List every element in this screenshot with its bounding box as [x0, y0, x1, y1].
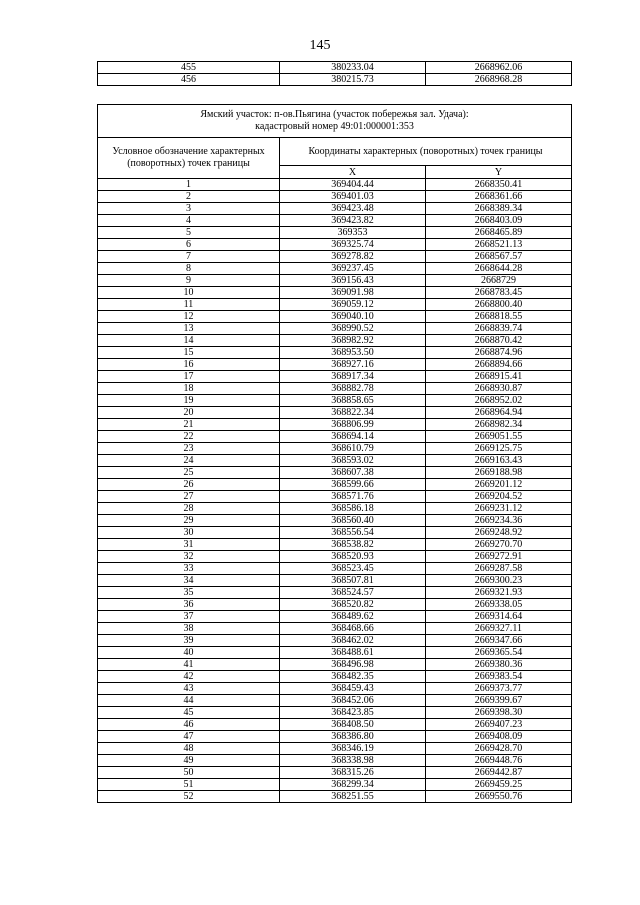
- point-number-cell: 44: [98, 695, 280, 707]
- point-number-cell: 40: [98, 647, 280, 659]
- table-row: [98, 563, 572, 575]
- x-coordinate-cell: 368917.34: [280, 371, 426, 383]
- table-row: [98, 467, 572, 479]
- y-coordinate-cell: 2668818.55: [426, 311, 572, 323]
- point-number-cell: 4: [98, 215, 280, 227]
- x-coordinate-cell: 368607.38: [280, 467, 426, 479]
- point-number-cell: 39: [98, 635, 280, 647]
- point-number-cell: 8: [98, 263, 280, 275]
- x-coordinate-cell: 368982.92: [280, 335, 426, 347]
- point-number-cell: 19: [98, 395, 280, 407]
- y-coordinate-cell: 2669459.25: [426, 779, 572, 791]
- point-number-cell: 13: [98, 323, 280, 335]
- x-coordinate-cell: 369278.82: [280, 251, 426, 263]
- x-coordinate-cell: 369325.74: [280, 239, 426, 251]
- x-coordinate-cell: 368489.62: [280, 611, 426, 623]
- y-coordinate-cell: 2669231.12: [426, 503, 572, 515]
- point-number-cell: 5: [98, 227, 280, 239]
- y-coordinate-cell: 2668982.34: [426, 419, 572, 431]
- y-coordinate-cell: 2669201.12: [426, 479, 572, 491]
- continuation-table: [97, 61, 572, 86]
- table-row: [98, 659, 572, 671]
- point-number-cell: 31: [98, 539, 280, 551]
- header-y: Y: [426, 166, 572, 179]
- y-coordinate-cell: 2668644.28: [426, 263, 572, 275]
- x-coordinate-cell: 380215.73: [280, 74, 426, 86]
- point-number-cell: 42: [98, 671, 280, 683]
- y-coordinate-cell: 2668389.34: [426, 203, 572, 215]
- point-number-cell: 456: [98, 74, 280, 86]
- point-number-cell: 10: [98, 287, 280, 299]
- point-number-cell: 32: [98, 551, 280, 563]
- point-number-cell: 48: [98, 743, 280, 755]
- table-row: [98, 539, 572, 551]
- y-coordinate-cell: 2669550.76: [426, 791, 572, 803]
- y-coordinate-cell: 2669408.09: [426, 731, 572, 743]
- y-coordinate-cell: 2669380.36: [426, 659, 572, 671]
- x-coordinate-cell: 368488.61: [280, 647, 426, 659]
- x-coordinate-cell: 368507.81: [280, 575, 426, 587]
- point-number-cell: 20: [98, 407, 280, 419]
- point-number-cell: 37: [98, 611, 280, 623]
- point-number-cell: 33: [98, 563, 280, 575]
- x-coordinate-cell: 368593.02: [280, 455, 426, 467]
- table-row: [98, 347, 572, 359]
- table-row: [98, 767, 572, 779]
- table-row: [98, 683, 572, 695]
- x-coordinate-cell: 368953.50: [280, 347, 426, 359]
- table-row: [98, 275, 572, 287]
- point-number-cell: 34: [98, 575, 280, 587]
- x-coordinate-cell: 368338.98: [280, 755, 426, 767]
- table-row: [98, 371, 572, 383]
- continuation-table-body: [98, 62, 572, 86]
- y-coordinate-cell: 2668403.09: [426, 215, 572, 227]
- y-coordinate-cell: 2668361.66: [426, 191, 572, 203]
- table-row: [98, 311, 572, 323]
- point-number-cell: 52: [98, 791, 280, 803]
- table-row: [98, 227, 572, 239]
- y-coordinate-cell: 2668783.45: [426, 287, 572, 299]
- x-coordinate-cell: 368599.66: [280, 479, 426, 491]
- point-number-cell: 9: [98, 275, 280, 287]
- x-coordinate-cell: 368423.85: [280, 707, 426, 719]
- table-row: [98, 515, 572, 527]
- table-row: [98, 707, 572, 719]
- table-row: [98, 323, 572, 335]
- point-number-cell: 17: [98, 371, 280, 383]
- x-coordinate-cell: 368610.79: [280, 443, 426, 455]
- point-number-cell: 1: [98, 179, 280, 191]
- y-coordinate-cell: 2668874.96: [426, 347, 572, 359]
- point-number-cell: 50: [98, 767, 280, 779]
- y-coordinate-cell: 2668962.06: [426, 62, 572, 74]
- section-title-line1: Ямский участок: п-ов.Пьягина (участок побережья зал. Удача):: [200, 109, 469, 120]
- x-coordinate-cell: 368806.99: [280, 419, 426, 431]
- point-number-cell: 15: [98, 347, 280, 359]
- point-number-cell: 28: [98, 503, 280, 515]
- point-number-cell: 46: [98, 719, 280, 731]
- x-coordinate-cell: 368299.34: [280, 779, 426, 791]
- y-coordinate-cell: 2668567.57: [426, 251, 572, 263]
- y-coordinate-cell: 2669204.52: [426, 491, 572, 503]
- y-coordinate-cell: 2669234.36: [426, 515, 572, 527]
- y-coordinate-cell: 2668465.89: [426, 227, 572, 239]
- x-coordinate-cell: 368452.06: [280, 695, 426, 707]
- x-coordinate-cell: 368556.54: [280, 527, 426, 539]
- y-coordinate-cell: 2668915.41: [426, 371, 572, 383]
- x-coordinate-cell: 368482.35: [280, 671, 426, 683]
- point-number-cell: 41: [98, 659, 280, 671]
- point-number-cell: 3: [98, 203, 280, 215]
- table-row: [98, 731, 572, 743]
- x-coordinate-cell: 368571.76: [280, 491, 426, 503]
- table-row: [98, 203, 572, 215]
- point-number-cell: 18: [98, 383, 280, 395]
- table-row: [98, 755, 572, 767]
- y-coordinate-cell: 2668839.74: [426, 323, 572, 335]
- table-row: [98, 479, 572, 491]
- coordinates-table-body: [98, 179, 572, 803]
- x-coordinate-cell: 368927.16: [280, 359, 426, 371]
- point-number-cell: 23: [98, 443, 280, 455]
- point-number-cell: 36: [98, 599, 280, 611]
- y-coordinate-cell: 2669321.93: [426, 587, 572, 599]
- y-coordinate-cell: 2669338.05: [426, 599, 572, 611]
- point-number-cell: 51: [98, 779, 280, 791]
- y-coordinate-cell: 2668800.40: [426, 299, 572, 311]
- point-number-cell: 29: [98, 515, 280, 527]
- table-row: [98, 239, 572, 251]
- point-number-cell: 25: [98, 467, 280, 479]
- x-coordinate-cell: 369237.45: [280, 263, 426, 275]
- section-title: [98, 105, 572, 138]
- x-coordinate-cell: 368694.14: [280, 431, 426, 443]
- y-coordinate-cell: 2668964.94: [426, 407, 572, 419]
- page-number: 145: [309, 38, 331, 53]
- y-coordinate-cell: 2668521.13: [426, 239, 572, 251]
- x-coordinate-cell: 368520.82: [280, 599, 426, 611]
- table-row: [98, 599, 572, 611]
- x-coordinate-cell: 368990.52: [280, 323, 426, 335]
- y-coordinate-cell: 2669188.98: [426, 467, 572, 479]
- table-row: [98, 491, 572, 503]
- point-number-cell: 24: [98, 455, 280, 467]
- header-coordinates: Координаты характерных (поворотных) точек границы: [280, 138, 572, 166]
- x-coordinate-cell: 368882.78: [280, 383, 426, 395]
- x-coordinate-cell: 369404.44: [280, 179, 426, 191]
- table-row: [98, 407, 572, 419]
- x-coordinate-cell: 368520.93: [280, 551, 426, 563]
- y-coordinate-cell: 2669399.67: [426, 695, 572, 707]
- x-coordinate-cell: 368538.82: [280, 539, 426, 551]
- y-coordinate-cell: 2669442.87: [426, 767, 572, 779]
- x-coordinate-cell: 368560.40: [280, 515, 426, 527]
- table-row: [98, 647, 572, 659]
- x-coordinate-cell: 368822.34: [280, 407, 426, 419]
- y-coordinate-cell: 2669300.23: [426, 575, 572, 587]
- table-row: [98, 179, 572, 191]
- y-coordinate-cell: 2669125.75: [426, 443, 572, 455]
- x-coordinate-cell: 368408.50: [280, 719, 426, 731]
- table-row: [98, 191, 572, 203]
- point-number-cell: 38: [98, 623, 280, 635]
- x-coordinate-cell: 369091.98: [280, 287, 426, 299]
- point-number-cell: 26: [98, 479, 280, 491]
- y-coordinate-cell: 2669428.70: [426, 743, 572, 755]
- x-coordinate-cell: 368858.65: [280, 395, 426, 407]
- point-number-cell: 12: [98, 311, 280, 323]
- y-coordinate-cell: 2668952.02: [426, 395, 572, 407]
- y-coordinate-cell: 2668894.66: [426, 359, 572, 371]
- table-row: [98, 527, 572, 539]
- table-row: [98, 575, 572, 587]
- point-number-cell: 14: [98, 335, 280, 347]
- point-number-cell: 35: [98, 587, 280, 599]
- y-coordinate-cell: 2668930.87: [426, 383, 572, 395]
- point-number-cell: 22: [98, 431, 280, 443]
- y-coordinate-cell: 2668350.41: [426, 179, 572, 191]
- x-coordinate-cell: 368459.43: [280, 683, 426, 695]
- table-row: [98, 551, 572, 563]
- x-coordinate-cell: 368386.80: [280, 731, 426, 743]
- x-coordinate-cell: 368462.02: [280, 635, 426, 647]
- point-number-cell: 455: [98, 62, 280, 74]
- y-coordinate-cell: 2669398.30: [426, 707, 572, 719]
- table-row: [98, 695, 572, 707]
- table-row: [98, 74, 572, 86]
- table-row: [98, 62, 572, 74]
- point-number-cell: 11: [98, 299, 280, 311]
- table-row: [98, 395, 572, 407]
- x-coordinate-cell: 368524.57: [280, 587, 426, 599]
- y-coordinate-cell: 2669407.23: [426, 719, 572, 731]
- header-point-designation: Условное обозначение характерных (поворотных) точек границы: [98, 138, 280, 179]
- x-coordinate-cell: 369156.43: [280, 275, 426, 287]
- table-row: [98, 455, 572, 467]
- table-row: [98, 503, 572, 515]
- point-number-cell: 47: [98, 731, 280, 743]
- table-row: [98, 215, 572, 227]
- point-number-cell: 27: [98, 491, 280, 503]
- table-row: [98, 263, 572, 275]
- table-row: [98, 587, 572, 599]
- y-coordinate-cell: 2669365.54: [426, 647, 572, 659]
- point-number-cell: 2: [98, 191, 280, 203]
- y-coordinate-cell: 2669272.91: [426, 551, 572, 563]
- table-row: [98, 443, 572, 455]
- x-coordinate-cell: 380233.04: [280, 62, 426, 74]
- x-coordinate-cell: 369423.48: [280, 203, 426, 215]
- table-row: [98, 419, 572, 431]
- point-number-cell: 21: [98, 419, 280, 431]
- header-x: X: [280, 166, 426, 179]
- table-row: [98, 359, 572, 371]
- y-coordinate-cell: 2669314.64: [426, 611, 572, 623]
- table-row: [98, 719, 572, 731]
- point-number-cell: 43: [98, 683, 280, 695]
- point-number-cell: 49: [98, 755, 280, 767]
- x-coordinate-cell: 368346.19: [280, 743, 426, 755]
- y-coordinate-cell: 2669248.92: [426, 527, 572, 539]
- y-coordinate-cell: 2668968.28: [426, 74, 572, 86]
- point-number-cell: 16: [98, 359, 280, 371]
- y-coordinate-cell: 2669270.70: [426, 539, 572, 551]
- coordinates-table: [97, 104, 572, 803]
- table-row: [98, 251, 572, 263]
- x-coordinate-cell: 368468.66: [280, 623, 426, 635]
- y-coordinate-cell: 2669051.55: [426, 431, 572, 443]
- y-coordinate-cell: 2669383.54: [426, 671, 572, 683]
- x-coordinate-cell: 368496.98: [280, 659, 426, 671]
- y-coordinate-cell: 2669373.77: [426, 683, 572, 695]
- table-row: [98, 335, 572, 347]
- table-row: [98, 287, 572, 299]
- x-coordinate-cell: 369059.12: [280, 299, 426, 311]
- x-coordinate-cell: 368251.55: [280, 791, 426, 803]
- x-coordinate-cell: 368523.45: [280, 563, 426, 575]
- table-row: [98, 779, 572, 791]
- table-row: [98, 671, 572, 683]
- x-coordinate-cell: 368586.18: [280, 503, 426, 515]
- table-row: [98, 299, 572, 311]
- table-row: [98, 635, 572, 647]
- table-row: [98, 623, 572, 635]
- x-coordinate-cell: 369401.03: [280, 191, 426, 203]
- table-row: [98, 743, 572, 755]
- y-coordinate-cell: 2669347.66: [426, 635, 572, 647]
- y-coordinate-cell: 2669448.76: [426, 755, 572, 767]
- section-title-line2: кадастровый номер 49:01:000001:353: [255, 121, 414, 132]
- point-number-cell: 30: [98, 527, 280, 539]
- table-row: [98, 431, 572, 443]
- x-coordinate-cell: 368315.26: [280, 767, 426, 779]
- x-coordinate-cell: 369040.10: [280, 311, 426, 323]
- y-coordinate-cell: 2668729: [426, 275, 572, 287]
- point-number-cell: 45: [98, 707, 280, 719]
- y-coordinate-cell: 2669163.43: [426, 455, 572, 467]
- point-number-cell: 7: [98, 251, 280, 263]
- y-coordinate-cell: 2669327.11: [426, 623, 572, 635]
- y-coordinate-cell: 2669287.58: [426, 563, 572, 575]
- point-number-cell: 6: [98, 239, 280, 251]
- x-coordinate-cell: 369423.82: [280, 215, 426, 227]
- table-row: [98, 611, 572, 623]
- table-row: [98, 383, 572, 395]
- x-coordinate-cell: 369353: [280, 227, 426, 239]
- y-coordinate-cell: 2668870.42: [426, 335, 572, 347]
- table-row: [98, 791, 572, 803]
